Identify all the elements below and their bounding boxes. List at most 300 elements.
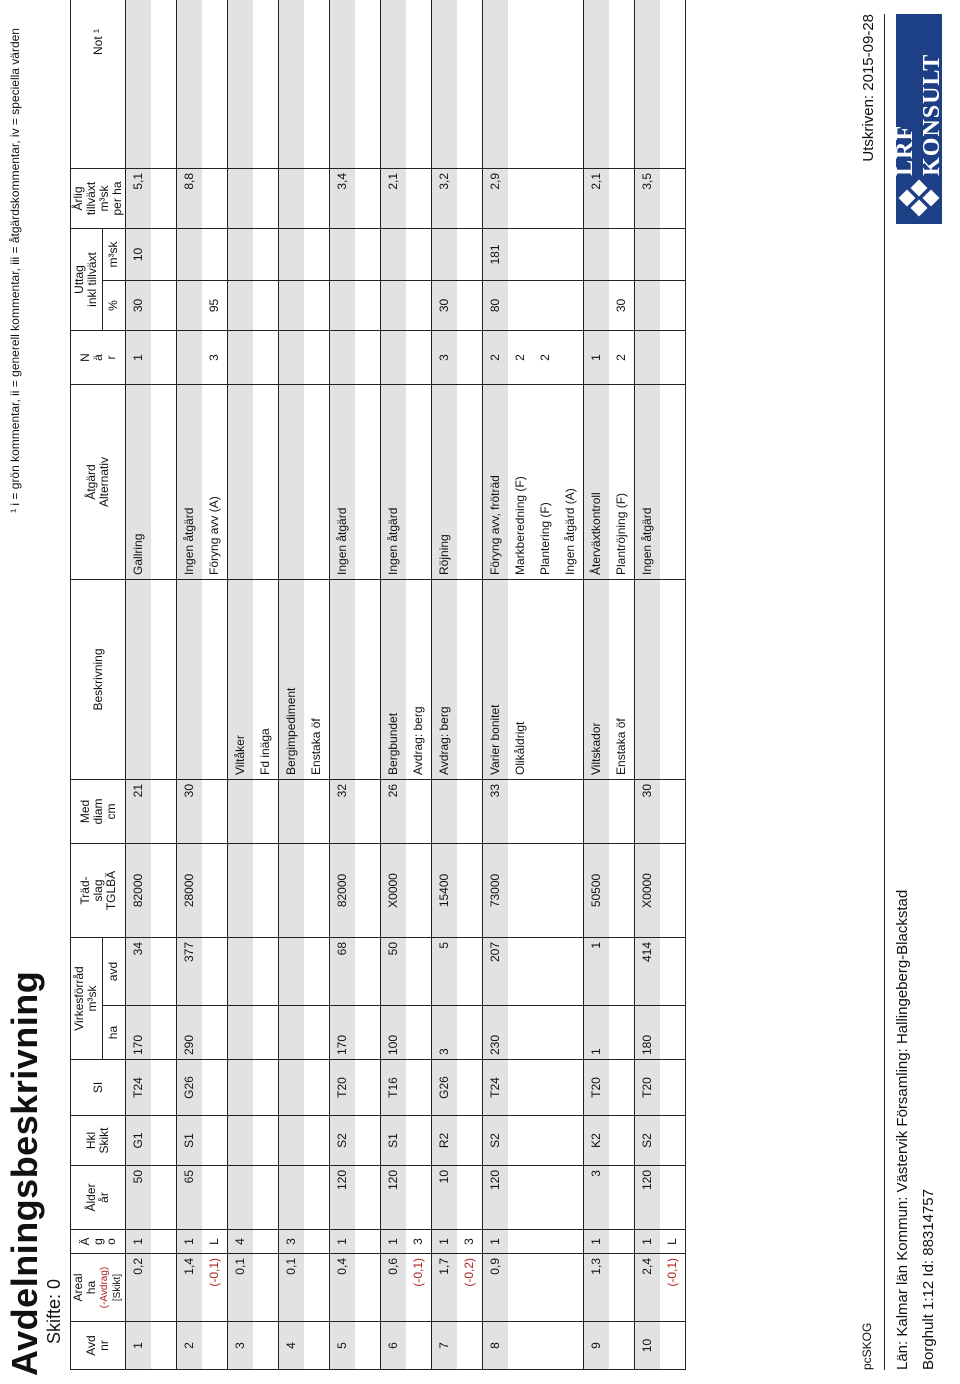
table-row-continued: [253, 0, 279, 1370]
cell-beskrivning: Viltskador: [584, 579, 610, 779]
cell-vf-avd: 207: [483, 937, 509, 1005]
cell-arlig: [279, 168, 305, 228]
cell-empty: [304, 0, 330, 168]
cell-uttag-pct: [533, 280, 558, 330]
cell-empty: [660, 384, 686, 579]
cell-nar: [558, 330, 584, 384]
cell-empty: [533, 779, 558, 843]
table-row-continued: [151, 0, 177, 1370]
cell-empty: [406, 384, 432, 579]
cell-empty: [151, 0, 177, 168]
cell-empty: [304, 228, 330, 280]
cell-empty: [660, 228, 686, 280]
cell-empty: [406, 330, 432, 384]
cell-si: G26: [177, 1060, 203, 1116]
cell-empty: [457, 1166, 483, 1230]
cell-avd: 10: [635, 1322, 661, 1370]
cell-med: 33: [483, 779, 509, 843]
table-body: [126, 0, 686, 1370]
cell-empty: [151, 1322, 177, 1370]
cell-empty: [253, 330, 279, 384]
cell-empty: [457, 168, 483, 228]
cell-beskrivning: Fd inäga: [253, 579, 279, 779]
cell-si: [228, 1060, 254, 1116]
cell-arlig: 3,4: [330, 168, 356, 228]
cell-empty: [304, 1254, 330, 1322]
cell-empty: [609, 1254, 635, 1322]
cell-empty: [253, 1006, 279, 1060]
cell-empty: [406, 0, 432, 168]
cell-alder: [279, 1166, 305, 1230]
cell-empty: [253, 280, 279, 330]
cell-med: 30: [177, 779, 203, 843]
cell-si: T24: [126, 1060, 152, 1116]
cell-avd: 3: [228, 1322, 254, 1370]
cell-avd: 5: [330, 1322, 356, 1370]
cell-empty: [609, 937, 635, 1005]
cell-empty: [151, 280, 177, 330]
cell-vf-ha: 3: [432, 1006, 458, 1060]
cell-empty: [609, 1230, 635, 1254]
cell-uttag-pct: [330, 280, 356, 330]
cell-uttag-m3: [508, 228, 533, 280]
cell-nar: [177, 330, 203, 384]
table-row-continued: [202, 0, 228, 1370]
footnote: ¹ i = grön kommentar, ii = generell kommentar, iii = åtgärdskommentar, iv = speciella värden: [8, 28, 22, 513]
cell-empty: [508, 1166, 533, 1230]
cell-arlig: 5,1: [126, 168, 152, 228]
cell-empty: [355, 1230, 381, 1254]
cell-uttag-m3: [177, 228, 203, 280]
col-beskrivning: Beskrivning: [71, 579, 126, 779]
cell-empty: [533, 1254, 558, 1322]
cell-empty: [304, 1116, 330, 1166]
cell-vf-ha: 170: [330, 1006, 356, 1060]
cell-ago: L: [660, 1230, 686, 1254]
cell-uttag-m3: 181: [483, 228, 509, 280]
cell-empty: [304, 937, 330, 1005]
cell-atgard: Ingen åtgärd: [635, 384, 661, 579]
cell-empty: [533, 1322, 558, 1370]
cell-uttag-pct: 95: [202, 280, 228, 330]
cell-empty: [609, 0, 635, 168]
cell-empty: [151, 779, 177, 843]
cell-ago: 3: [457, 1230, 483, 1254]
cell-med: [432, 779, 458, 843]
cell-empty: [508, 1116, 533, 1166]
cell-empty: [253, 168, 279, 228]
cell-vf-ha: [279, 1006, 305, 1060]
cell-empty: [355, 579, 381, 779]
cell-beskrivning: Avdrag: berg: [432, 579, 458, 779]
table-row: [177, 0, 203, 1370]
col-uttag-m3: m³sk: [102, 228, 125, 280]
cell-nar: 2: [508, 330, 533, 384]
cell-empty: [406, 779, 432, 843]
cell-empty: [355, 330, 381, 384]
cell-areal: 0,1: [228, 1254, 254, 1322]
cell-alder: 3: [584, 1166, 610, 1230]
cell-empty: [355, 779, 381, 843]
cell-si: T20: [635, 1060, 661, 1116]
cell-empty: [660, 843, 686, 937]
cell-empty: [202, 168, 228, 228]
cell-alder: 120: [330, 1166, 356, 1230]
col-areal: Areal ha (-Avdrag) [Skikt]: [71, 1254, 126, 1322]
table-row-continued: [304, 0, 330, 1370]
table-row-continued: [558, 0, 584, 1370]
cell-ago: 1: [177, 1230, 203, 1254]
cell-vf-avd: 5: [432, 937, 458, 1005]
col-vf-avd: avd: [102, 937, 125, 1005]
cell-tradslag: 82000: [330, 843, 356, 937]
cell-si: T20: [584, 1060, 610, 1116]
cell-empty: [508, 0, 533, 168]
cell-hkl: [228, 1116, 254, 1166]
cell-empty: [406, 937, 432, 1005]
cell-ago: 1: [483, 1230, 509, 1254]
cell-empty: [584, 0, 610, 168]
cell-empty: [406, 1116, 432, 1166]
cell-avdrag: (-0,1): [660, 1254, 686, 1322]
cell-areal: 0,2: [126, 1254, 152, 1322]
cell-empty: [355, 1322, 381, 1370]
cell-empty: [558, 1230, 584, 1254]
cell-empty: [483, 0, 509, 168]
cell-empty: [533, 0, 558, 168]
table-row: [584, 0, 610, 1370]
cell-empty: [330, 0, 356, 168]
cell-arlig: 2,9: [483, 168, 509, 228]
cell-alder: 65: [177, 1166, 203, 1230]
cell-empty: [508, 937, 533, 1005]
cell-med: [584, 779, 610, 843]
cell-empty: [558, 1254, 584, 1322]
cell-si: T16: [381, 1060, 407, 1116]
cell-empty: [558, 1322, 584, 1370]
cell-tradslag: 82000: [126, 843, 152, 937]
table-row: [483, 0, 509, 1370]
cell-beskrivning: Bergimpediment: [279, 579, 305, 779]
cell-uttag-m3: [533, 228, 558, 280]
cell-empty: [202, 843, 228, 937]
cell-empty: [304, 384, 330, 579]
cell-empty: [253, 384, 279, 579]
cell-atgard: Återväxtkontroll: [584, 384, 610, 579]
cell-si: G26: [432, 1060, 458, 1116]
cell-empty: [228, 0, 254, 168]
cell-vf-ha: 100: [381, 1006, 407, 1060]
cell-uttag-m3: [609, 228, 635, 280]
cell-empty: [126, 0, 152, 168]
col-virkesforrad: Virkesförråd m³sk: [71, 937, 103, 1059]
cell-avd: 7: [432, 1322, 458, 1370]
cell-alder: 120: [635, 1166, 661, 1230]
cell-vf-avd: 414: [635, 937, 661, 1005]
cell-med: [228, 779, 254, 843]
cell-avd: 8: [483, 1322, 509, 1370]
cell-nar: [635, 330, 661, 384]
cell-med: 21: [126, 779, 152, 843]
cell-hkl: S2: [483, 1116, 509, 1166]
col-vf-ha: ha: [102, 1006, 125, 1060]
cell-empty: [151, 1006, 177, 1060]
cell-empty: [151, 384, 177, 579]
cell-arlig: 3,5: [635, 168, 661, 228]
cell-tradslag: X0000: [635, 843, 661, 937]
cell-empty: [228, 384, 254, 579]
cell-empty: [635, 579, 661, 779]
cell-atgard: Plantering (F): [533, 384, 558, 579]
cell-empty: [457, 1116, 483, 1166]
cell-ago: 1: [584, 1230, 610, 1254]
col-ago: Ä g o: [71, 1230, 126, 1254]
cell-empty: [457, 1060, 483, 1116]
col-uttag: Uttag inkl tillväxt: [71, 228, 103, 330]
cell-empty: [558, 1116, 584, 1166]
cell-beskrivning: Olikåldrigt: [508, 579, 533, 779]
col-nar: N ä r: [71, 330, 126, 384]
cell-nar: [330, 330, 356, 384]
cell-atgard: Ingen åtgärd: [330, 384, 356, 579]
cell-empty: [202, 0, 228, 168]
cell-empty: [508, 1322, 533, 1370]
cell-empty: [279, 330, 305, 384]
cell-atgard: Röjning: [432, 384, 458, 579]
cell-si: T20: [330, 1060, 356, 1116]
cell-avdrag: (-0,1): [406, 1254, 432, 1322]
cell-empty: [355, 1166, 381, 1230]
table-row-continued: [355, 0, 381, 1370]
cell-atgard: Föryng avv, fröträd: [483, 384, 509, 579]
cell-uttag-pct: 30: [432, 280, 458, 330]
cell-ago: 4: [228, 1230, 254, 1254]
col-med: Med diam cm: [71, 779, 126, 843]
cell-empty: [660, 937, 686, 1005]
cell-empty: [508, 843, 533, 937]
cell-avd: 6: [381, 1322, 407, 1370]
cell-nar: 1: [126, 330, 152, 384]
cell-empty: [508, 779, 533, 843]
cell-empty: [609, 1322, 635, 1370]
cell-empty: [457, 0, 483, 168]
cell-empty: [457, 280, 483, 330]
cell-hkl: S1: [177, 1116, 203, 1166]
cell-ago: L: [202, 1230, 228, 1254]
cell-empty: [202, 1060, 228, 1116]
cell-beskrivning: Varier bonitet: [483, 579, 509, 779]
cell-empty: [508, 1006, 533, 1060]
cell-avd: 2: [177, 1322, 203, 1370]
cell-empty: [660, 330, 686, 384]
cell-empty: [660, 280, 686, 330]
cell-empty: [202, 1116, 228, 1166]
cell-nar: 2: [533, 330, 558, 384]
cell-avd: 9: [584, 1322, 610, 1370]
cell-empty: [533, 1060, 558, 1116]
cell-empty: [457, 843, 483, 937]
cell-empty: [660, 1116, 686, 1166]
cell-empty: [558, 843, 584, 937]
cell-alder: 120: [381, 1166, 407, 1230]
cell-arlig: 2,1: [381, 168, 407, 228]
cell-uttag-pct: 80: [483, 280, 509, 330]
cell-empty: [151, 843, 177, 937]
cell-empty: [406, 1322, 432, 1370]
cell-empty: [253, 937, 279, 1005]
cell-beskrivning: Bergbundet: [381, 579, 407, 779]
cell-atgard: Ingen åtgärd (A): [558, 384, 584, 579]
cell-empty: [533, 579, 558, 779]
cell-empty: [151, 579, 177, 779]
cell-med: [279, 779, 305, 843]
cell-empty: [228, 228, 254, 280]
table-row-continued: [533, 0, 558, 1370]
page-title: Avdelningsbeskrivning: [4, 970, 45, 1376]
cell-empty: [609, 1166, 635, 1230]
cell-empty: [304, 1322, 330, 1370]
cell-empty: [558, 168, 584, 228]
cell-empty: [151, 1230, 177, 1254]
cell-empty: [228, 280, 254, 330]
cell-ago: 1: [381, 1230, 407, 1254]
cell-empty: [660, 1060, 686, 1116]
cell-tradslag: 15400: [432, 843, 458, 937]
col-alder: Ålder år: [71, 1166, 126, 1230]
cell-empty: [558, 779, 584, 843]
cell-empty: [508, 1230, 533, 1254]
cell-empty: [304, 843, 330, 937]
footer-divider: [884, 14, 885, 1370]
cell-empty: [279, 280, 305, 330]
cell-empty: [406, 168, 432, 228]
cell-uttag-pct: [584, 280, 610, 330]
cell-empty: [660, 0, 686, 168]
col-avd: Avd nr: [71, 1322, 126, 1370]
cell-nar: 3: [432, 330, 458, 384]
cell-alder: [228, 1166, 254, 1230]
cell-empty: [253, 1116, 279, 1166]
cell-empty: [228, 330, 254, 384]
cell-vf-ha: [228, 1006, 254, 1060]
cell-vf-avd: 34: [126, 937, 152, 1005]
table-row-continued: [508, 0, 533, 1370]
cell-empty: [151, 1060, 177, 1116]
cell-empty: [508, 168, 533, 228]
cell-uttag-pct: [177, 280, 203, 330]
cell-empty: [660, 579, 686, 779]
cell-ago: 1: [126, 1230, 152, 1254]
cell-empty: [202, 579, 228, 779]
page-subtitle: Skifte: 0: [44, 1278, 64, 1344]
cell-empty: [533, 1006, 558, 1060]
cell-vf-ha: 180: [635, 1006, 661, 1060]
cell-arlig: 2,1: [584, 168, 610, 228]
cell-alder: 120: [483, 1166, 509, 1230]
cell-empty: [457, 779, 483, 843]
table-row-continued: [406, 0, 432, 1370]
location-info: Län: Kalmar län Kommun: Västervik Församling: Hallingeberg-Blackstad: [894, 889, 911, 1370]
cell-empty: [279, 384, 305, 579]
cell-empty: [533, 168, 558, 228]
cell-empty: [533, 843, 558, 937]
cell-empty: [609, 168, 635, 228]
cell-vf-avd: 50: [381, 937, 407, 1005]
cell-empty: [457, 330, 483, 384]
cell-vf-avd: 1: [584, 937, 610, 1005]
cell-areal: 0,9: [483, 1254, 509, 1322]
cell-tradslag: 50500: [584, 843, 610, 937]
cell-atgard: Ingen åtgärd: [381, 384, 407, 579]
cell-empty: [558, 579, 584, 779]
cell-empty: [406, 843, 432, 937]
cell-areal: 1,7: [432, 1254, 458, 1322]
cell-empty: [151, 1166, 177, 1230]
cell-empty: [457, 937, 483, 1005]
cell-empty: [533, 1116, 558, 1166]
cell-empty: [253, 228, 279, 280]
cell-vf-avd: 377: [177, 937, 203, 1005]
cell-areal: 0,1: [279, 1254, 305, 1322]
cell-empty: [253, 1230, 279, 1254]
cell-uttag-m3: [635, 228, 661, 280]
col-atgard: Åtgärd Alternativ: [71, 384, 126, 579]
cell-si: [279, 1060, 305, 1116]
cell-ago: 1: [330, 1230, 356, 1254]
table-row: [126, 0, 152, 1370]
cell-empty: [202, 1322, 228, 1370]
print-date: Utskriven: 2015-09-28: [860, 14, 877, 162]
cell-beskrivning: Viltåker: [228, 579, 254, 779]
cell-tradslag: 28000: [177, 843, 203, 937]
cell-empty: [660, 1322, 686, 1370]
cell-areal: 2,4: [635, 1254, 661, 1322]
cell-empty: [151, 330, 177, 384]
cell-avdrag: (-0,2): [457, 1254, 483, 1322]
cell-empty: [304, 1006, 330, 1060]
cell-hkl: S2: [635, 1116, 661, 1166]
col-not: Not ¹: [71, 0, 126, 168]
cell-hkl: K2: [584, 1116, 610, 1166]
cell-atgard: Plantröjning (F): [609, 384, 635, 579]
cell-nar: 3: [202, 330, 228, 384]
cell-uttag-m3: [330, 228, 356, 280]
cell-nar: 2: [483, 330, 509, 384]
cell-empty: [304, 779, 330, 843]
cell-empty: [253, 1060, 279, 1116]
col-hkl: Hkl Skikt: [71, 1116, 126, 1166]
cell-med: 32: [330, 779, 356, 843]
cell-avdrag: (-0,1): [202, 1254, 228, 1322]
cell-atgard: Ingen åtgärd: [177, 384, 203, 579]
cell-empty: [304, 1060, 330, 1116]
cell-uttag-pct: 30: [126, 280, 152, 330]
cell-empty: [253, 1254, 279, 1322]
cell-empty: [151, 937, 177, 1005]
cell-uttag-m3: [432, 228, 458, 280]
cell-empty: [151, 168, 177, 228]
cell-alder: 50: [126, 1166, 152, 1230]
cell-empty: [304, 330, 330, 384]
cell-empty: [635, 0, 661, 168]
cell-empty: [279, 0, 305, 168]
cell-empty: [355, 384, 381, 579]
cell-uttag-m3: [584, 228, 610, 280]
cell-empty: [609, 779, 635, 843]
table-row: [279, 0, 305, 1370]
cell-empty: [508, 1060, 533, 1116]
cell-uttag-pct: [635, 280, 661, 330]
